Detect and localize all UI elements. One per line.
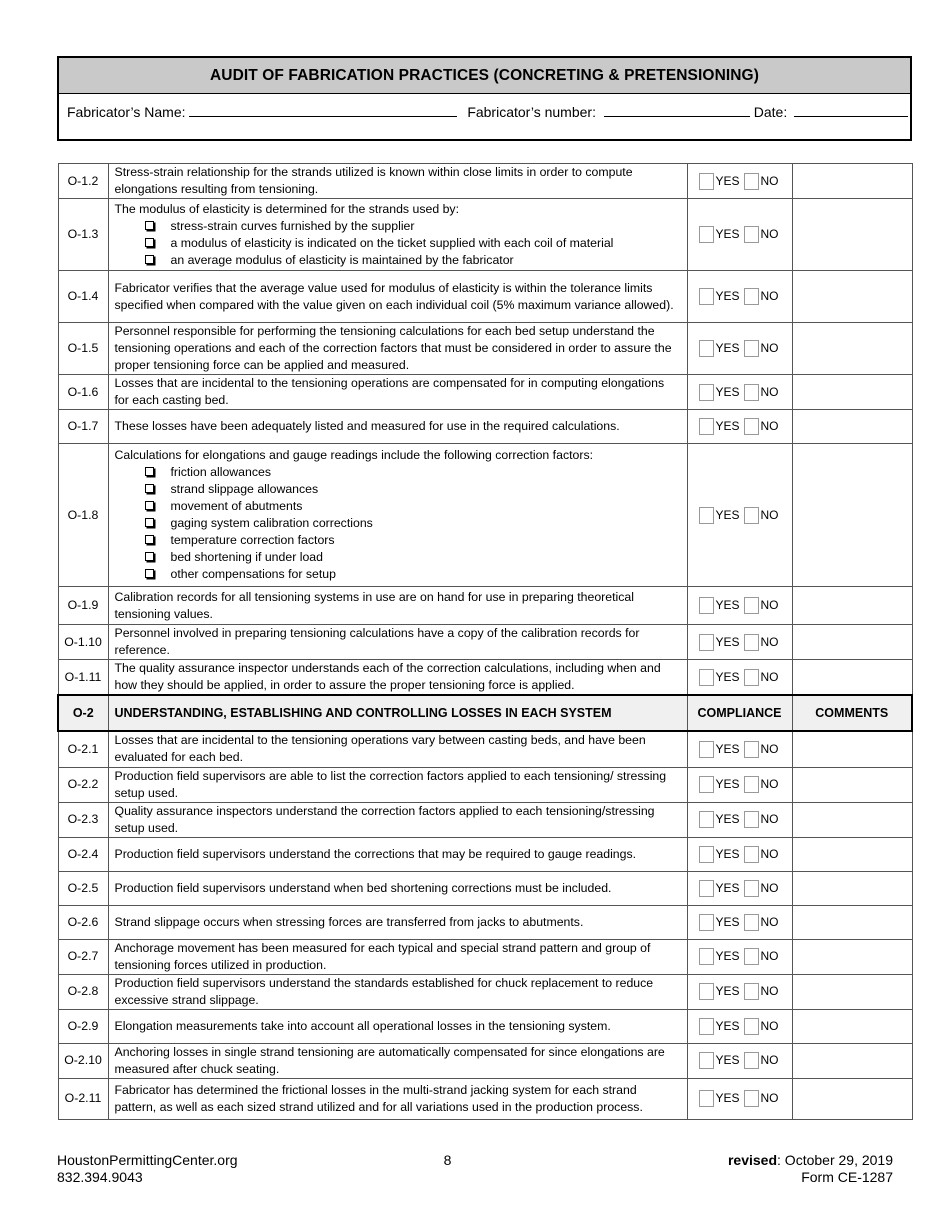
checklist-item: [145, 235, 681, 252]
audit-table: [57, 163, 913, 1120]
item-id: O-2.11: [58, 1078, 108, 1119]
no-label: NO: [760, 949, 779, 963]
item-description: Personnel involved in preparing tensioning calculations have a copy of the calibration records for reference.: [114, 626, 640, 657]
revised-date: : October 29, 2019: [777, 1152, 893, 1168]
no-checkbox[interactable]: [744, 880, 759, 897]
no-label: NO: [760, 419, 779, 433]
yes-checkbox[interactable]: [699, 384, 714, 401]
yes-label: YES: [715, 289, 740, 303]
no-checkbox[interactable]: [744, 1018, 759, 1035]
no-label: NO: [760, 384, 779, 399]
yes-checkbox[interactable]: [699, 173, 714, 190]
item-description: Production field supervisors understand when bed shortening corrections must be included.: [114, 880, 612, 895]
footer-website[interactable]: HoustonPermittingCenter.org: [57, 1152, 238, 1168]
comments-cell[interactable]: [792, 905, 912, 939]
yes-label: YES: [715, 634, 740, 649]
yes-label: YES: [715, 598, 740, 612]
yes-label: YES: [715, 846, 740, 861]
audit-row: [58, 767, 912, 802]
item-description-cell: [108, 871, 687, 905]
audit-row: [58, 1009, 912, 1043]
comments-cell[interactable]: [792, 164, 912, 199]
item-description: Anchorage movement has been measured for each typical and special strand pattern and group of tensioning forces utilized in production.: [114, 940, 651, 972]
item-id: O-2.8: [58, 974, 108, 1009]
checkbox-icon[interactable]: [145, 255, 154, 264]
item-description: Stress-strain relationship for the strands utilized is known within close limits in order to compute elongations resulting from tensioning.: [114, 165, 633, 196]
comments-cell[interactable]: [792, 1078, 912, 1119]
item-id: O-2.3: [58, 802, 108, 837]
comments-cell[interactable]: [792, 802, 912, 837]
compliance-cell: [687, 410, 792, 444]
item-id: O-2.4: [58, 837, 108, 871]
yes-checkbox[interactable]: [699, 811, 714, 828]
yes-label: YES: [715, 507, 740, 522]
comments-cell[interactable]: [792, 323, 912, 375]
checklist-item: [145, 252, 681, 269]
compliance-header: COMPLIANCE: [687, 695, 792, 731]
revised-label: revised: [727, 1152, 778, 1168]
comments-cell[interactable]: [792, 731, 912, 767]
item-id: O-1.5: [58, 323, 108, 375]
section-title: UNDERSTANDING, ESTABLISHING AND CONTROLLING LOSSES IN EACH SYSTEM: [108, 695, 687, 731]
item-description: Losses that are incidental to the tensioning operations are compensated for in computing elongations for each casting bed.: [114, 376, 665, 407]
fabricator-name-field[interactable]: [189, 104, 457, 117]
item-description-cell: [108, 767, 687, 802]
no-label: NO: [760, 507, 779, 522]
audit-row: [58, 939, 912, 974]
no-checkbox[interactable]: [744, 669, 759, 686]
compliance-cell: [687, 164, 792, 199]
item-description: Production field supervisors understand the standards established for chuck replacement to reduce excessive strand slippage.: [114, 975, 654, 1007]
no-checkbox[interactable]: [744, 1090, 759, 1107]
item-id: O-1.7: [58, 410, 108, 444]
audit-row: [58, 410, 912, 444]
yes-label: YES: [715, 812, 740, 826]
checklist-item-label: temperature correction factors: [170, 533, 335, 547]
no-label: NO: [760, 777, 779, 791]
checkbox-icon[interactable]: [145, 238, 154, 247]
no-label: NO: [760, 1091, 779, 1105]
item-description: Quality assurance inspectors understand the correction factors applied to each tensioning/stressing setup used.: [114, 803, 655, 835]
checklist-item-label: gaging system calibration corrections: [170, 516, 373, 530]
compliance-cell: [687, 731, 792, 767]
item-id: O-2.7: [58, 939, 108, 974]
compliance-cell: [687, 587, 792, 625]
checklist-item-label: friction allowances: [170, 465, 271, 479]
checklist-item: [145, 481, 681, 498]
item-description: The quality assurance inspector understands each of the correction calculations, including when and how they should be applied, in order to assure the proper tensioning force is applied.: [114, 661, 661, 692]
no-label: NO: [760, 914, 779, 929]
item-description-cell: [108, 905, 687, 939]
no-checkbox[interactable]: [744, 741, 759, 758]
item-id: O-1.8: [58, 444, 108, 587]
yes-checkbox[interactable]: [699, 776, 714, 793]
comments-cell[interactable]: [792, 375, 912, 410]
yes-label: YES: [715, 173, 740, 188]
item-description-cell: [108, 1078, 687, 1119]
no-checkbox[interactable]: [744, 173, 759, 190]
item-description-cell: [108, 1043, 687, 1078]
checkbox-icon[interactable]: [145, 501, 154, 510]
no-checkbox[interactable]: [744, 507, 759, 524]
comments-header: COMMENTS: [792, 695, 912, 731]
footer-phone: 832.394.9043: [57, 1169, 143, 1185]
fabricator-number-label: Fabricator’s number:: [467, 104, 596, 120]
no-checkbox[interactable]: [744, 384, 759, 401]
compliance-cell: [687, 1009, 792, 1043]
checklist-item-label: bed shortening if under load: [170, 550, 323, 564]
item-description: Strand slippage occurs when stressing forces are transferred from jacks to abutments.: [114, 914, 584, 929]
checklist-item: [145, 515, 681, 532]
checkbox-icon[interactable]: [145, 467, 154, 476]
yes-label: YES: [715, 1053, 740, 1067]
date-label: Date:: [753, 104, 788, 120]
comments-cell[interactable]: [792, 1043, 912, 1078]
yes-checkbox[interactable]: [699, 846, 714, 863]
no-checkbox[interactable]: [744, 914, 759, 931]
audit-row: [58, 1078, 912, 1119]
fabricator-number-field[interactable]: [604, 104, 750, 117]
form-title: AUDIT OF FABRICATION PRACTICES (CONCRETING & PRETENSIONING): [59, 58, 910, 94]
item-id: O-2.6: [58, 905, 108, 939]
section-2-header: [58, 695, 912, 731]
yes-label: YES: [715, 741, 740, 756]
item-id: O-2.10: [58, 1043, 108, 1078]
checkbox-icon[interactable]: [145, 484, 154, 493]
item-description-cell: [108, 1009, 687, 1043]
item-description: Anchoring losses in single strand tensioning are automatically compensated for since elongations are measured after chuck seating.: [114, 1044, 665, 1076]
item-id: O-2.1: [58, 731, 108, 767]
checklist-item: [145, 566, 681, 583]
item-description-cell: [108, 837, 687, 871]
yes-label: YES: [715, 227, 740, 241]
checklist-item-label: strand slippage allowances: [170, 482, 319, 496]
fabricator-name-label: Fabricator’s Name:: [67, 104, 186, 120]
audit-row: [58, 199, 912, 271]
item-description: Production field supervisors understand the corrections that may be required to gauge readings.: [114, 846, 637, 861]
comments-cell[interactable]: [792, 974, 912, 1009]
no-checkbox[interactable]: [744, 846, 759, 863]
no-label: NO: [760, 341, 779, 355]
section-2-body: [58, 731, 912, 1119]
no-checkbox[interactable]: [744, 226, 759, 243]
checklist-item: [145, 532, 681, 549]
no-checkbox[interactable]: [744, 811, 759, 828]
audit-row: [58, 1043, 912, 1078]
checklist-item-label: movement of abutments: [170, 499, 303, 513]
audit-row: [58, 871, 912, 905]
compliance-cell: [687, 802, 792, 837]
comments-cell[interactable]: [792, 410, 912, 444]
audit-row: [58, 271, 912, 323]
checkbox-icon[interactable]: [145, 221, 154, 230]
compliance-cell: [687, 625, 792, 660]
item-description-cell: [108, 323, 687, 375]
yes-checkbox[interactable]: [699, 948, 714, 965]
comments-cell[interactable]: [792, 444, 912, 587]
no-label: NO: [760, 1053, 779, 1067]
item-id: O-1.2: [58, 164, 108, 199]
comments-cell[interactable]: [792, 271, 912, 323]
item-id: O-1.3: [58, 199, 108, 271]
item-description-cell: [108, 939, 687, 974]
no-label: NO: [760, 634, 779, 649]
footer-revision: [728, 1152, 893, 1186]
item-description: The modulus of elasticity is determined for the strands used by:: [114, 201, 459, 216]
yes-label: YES: [715, 984, 740, 998]
compliance-cell: [687, 444, 792, 587]
checklist-item: [145, 549, 681, 566]
checklist-item: [145, 498, 681, 515]
yes-checkbox[interactable]: [699, 914, 714, 931]
item-description-cell: [108, 164, 687, 199]
compliance-cell: [687, 199, 792, 271]
item-description: Calculations for elongations and gauge readings include the following correction factors:: [114, 448, 594, 462]
audit-row: [58, 660, 912, 696]
compliance-cell: [687, 660, 792, 696]
item-description: Personnel responsible for performing the tensioning calculations for each bed setup understand the tensioning operations and each of the correction factors that must be considered in order to assure the proper tensioning force can be applied and measured.: [114, 324, 672, 372]
yes-label: YES: [715, 384, 740, 399]
yes-label: YES: [715, 914, 740, 929]
audit-row: [58, 625, 912, 660]
no-checkbox[interactable]: [744, 948, 759, 965]
item-description-cell: [108, 271, 687, 323]
no-label: NO: [760, 227, 779, 241]
no-checkbox[interactable]: [744, 634, 759, 651]
date-field[interactable]: [794, 104, 908, 117]
comments-cell[interactable]: [792, 587, 912, 625]
yes-checkbox[interactable]: [699, 418, 714, 435]
comments-cell[interactable]: [792, 837, 912, 871]
checklist-item-label: stress-strain curves furnished by the supplier: [170, 218, 415, 233]
checklist-item-label: other compensations for setup: [170, 567, 336, 581]
checkbox-icon[interactable]: [145, 535, 154, 544]
item-description-cell: [108, 731, 687, 767]
yes-checkbox[interactable]: [699, 507, 714, 524]
no-label: NO: [760, 598, 779, 612]
item-id: O-1.4: [58, 271, 108, 323]
item-description: Calibration records for all tensioning systems in use are on hand for use in preparing theoretical tensioning values.: [114, 589, 634, 621]
item-description: Losses that are incidental to the tensioning operations vary between casting beds, and have been evaluated for each bed.: [114, 733, 646, 765]
comments-cell[interactable]: [792, 767, 912, 802]
item-description-cell: [108, 199, 687, 271]
checkbox-icon[interactable]: [145, 552, 154, 561]
item-description-cell: [108, 587, 687, 625]
no-label: NO: [760, 880, 779, 895]
item-description: Production field supervisors are able to list the correction factors applied to each tensioning/ stressing setup used.: [114, 768, 667, 800]
compliance-cell: [687, 974, 792, 1009]
yes-label: YES: [715, 419, 740, 433]
checklist: [115, 464, 681, 583]
page-number: 8: [443, 1152, 452, 1168]
no-label: NO: [760, 173, 779, 188]
yes-checkbox[interactable]: [699, 983, 714, 1000]
no-label: NO: [760, 741, 779, 756]
audit-row: [58, 802, 912, 837]
audit-row: [58, 731, 912, 767]
audit-row: [58, 444, 912, 587]
item-description: Fabricator has determined the frictional losses in the multi-strand jacking system for each strand pattern, as well as each sized strand utilized and for all variations used in the production process.: [114, 1082, 643, 1114]
yes-checkbox[interactable]: [699, 597, 714, 614]
checklist-item-label: an average modulus of elasticity is maintained by the fabricator: [170, 252, 514, 267]
yes-checkbox[interactable]: [699, 288, 714, 305]
item-id: O-1.6: [58, 375, 108, 410]
item-id: O-1.11: [58, 660, 108, 696]
item-description: These losses have been adequately listed and measured for use in the required calculations.: [114, 419, 620, 433]
no-checkbox[interactable]: [744, 288, 759, 305]
audit-row: [58, 164, 912, 199]
yes-label: YES: [715, 1091, 740, 1105]
audit-row: [58, 323, 912, 375]
item-description-cell: [108, 625, 687, 660]
item-description-cell: [108, 802, 687, 837]
checklist-item-label: a modulus of elasticity is indicated on the ticket supplied with each coil of material: [170, 235, 614, 250]
item-description-cell: [108, 410, 687, 444]
checkbox-icon[interactable]: [145, 518, 154, 527]
no-checkbox[interactable]: [744, 983, 759, 1000]
no-checkbox[interactable]: [744, 597, 759, 614]
compliance-cell: [687, 767, 792, 802]
yes-checkbox[interactable]: [699, 880, 714, 897]
comments-cell[interactable]: [792, 625, 912, 660]
yes-label: YES: [715, 880, 740, 895]
no-label: NO: [760, 1018, 779, 1033]
yes-checkbox[interactable]: [699, 669, 714, 686]
header-fields: [59, 94, 910, 120]
compliance-cell: [687, 323, 792, 375]
footer-contact: [57, 1152, 238, 1186]
checklist: [115, 218, 681, 269]
compliance-cell: [687, 1078, 792, 1119]
no-checkbox[interactable]: [744, 776, 759, 793]
no-label: NO: [760, 669, 779, 684]
item-description-cell: [108, 974, 687, 1009]
item-id: O-2.5: [58, 871, 108, 905]
no-checkbox[interactable]: [744, 1052, 759, 1069]
no-label: NO: [760, 289, 779, 303]
yes-checkbox[interactable]: [699, 1018, 714, 1035]
comments-cell[interactable]: [792, 939, 912, 974]
yes-checkbox[interactable]: [699, 741, 714, 758]
compliance-cell: [687, 905, 792, 939]
compliance-cell: [687, 375, 792, 410]
form-number: Form CE-1287: [801, 1169, 893, 1185]
form-header: [57, 56, 912, 141]
audit-row: [58, 905, 912, 939]
checklist-item: [145, 218, 681, 235]
item-id: O-1.10: [58, 625, 108, 660]
yes-checkbox[interactable]: [699, 340, 714, 357]
comments-cell[interactable]: [792, 1009, 912, 1043]
compliance-cell: [687, 271, 792, 323]
no-label: NO: [760, 812, 779, 826]
no-label: NO: [760, 984, 779, 998]
no-checkbox[interactable]: [744, 340, 759, 357]
yes-checkbox[interactable]: [699, 1090, 714, 1107]
comments-cell[interactable]: [792, 199, 912, 271]
item-description: Elongation measurements take into account all operational losses in the tensioning system.: [114, 1018, 611, 1033]
section-id: O-2: [58, 695, 108, 731]
item-description-cell: [108, 660, 687, 696]
item-description-cell: [108, 444, 687, 587]
yes-label: YES: [715, 949, 740, 963]
audit-row: [58, 375, 912, 410]
section-header-row: [58, 695, 912, 731]
item-id: O-2.9: [58, 1009, 108, 1043]
compliance-cell: [687, 871, 792, 905]
yes-checkbox[interactable]: [699, 1052, 714, 1069]
compliance-cell: [687, 1043, 792, 1078]
comments-cell[interactable]: [792, 871, 912, 905]
checkbox-icon[interactable]: [145, 569, 154, 578]
no-label: NO: [760, 846, 779, 861]
yes-label: YES: [715, 777, 740, 791]
no-checkbox[interactable]: [744, 418, 759, 435]
compliance-cell: [687, 939, 792, 974]
audit-row: [58, 837, 912, 871]
yes-checkbox[interactable]: [699, 634, 714, 651]
item-id: O-1.9: [58, 587, 108, 625]
yes-checkbox[interactable]: [699, 226, 714, 243]
item-description-cell: [108, 375, 687, 410]
compliance-cell: [687, 837, 792, 871]
yes-label: YES: [715, 341, 740, 355]
item-description: Fabricator verifies that the average value used for modulus of elasticity is within the tolerance limits specified when compared with the value given on each individual coil (5% maximum variance allowed).: [114, 280, 674, 312]
yes-label: YES: [715, 669, 740, 684]
checklist-item: [145, 464, 681, 481]
audit-row: [58, 587, 912, 625]
section-1-body: [58, 164, 912, 696]
audit-row: [58, 974, 912, 1009]
yes-label: YES: [715, 1018, 740, 1033]
item-id: O-2.2: [58, 767, 108, 802]
comments-cell[interactable]: [792, 660, 912, 696]
